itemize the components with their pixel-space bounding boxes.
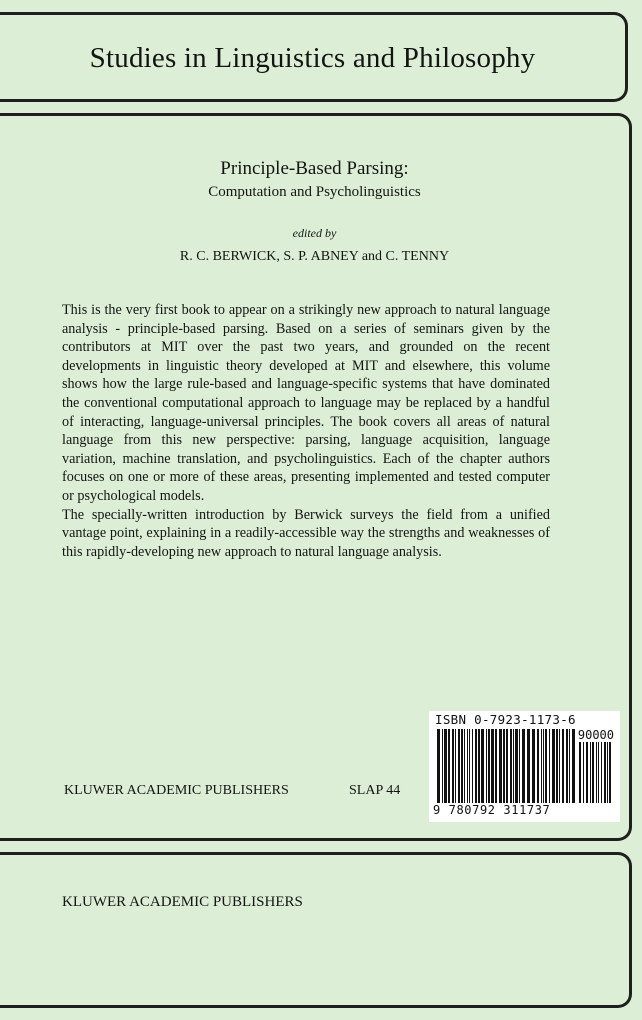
series-number: SLAP 44 — [349, 783, 401, 798]
bottom-publisher-name: KLUWER ACADEMIC PUBLISHERS — [62, 894, 303, 910]
editors-list: R. C. BERWICK, S. P. ABNEY and C. TENNY — [179, 249, 450, 264]
book-description — [62, 301, 550, 561]
series-title: Studies in Linguistics and Philosophy — [89, 42, 536, 74]
barcode-bars — [437, 729, 575, 803]
ean-number: 9 780792 311737 — [433, 803, 551, 817]
publisher-name: KLUWER ACADEMIC PUBLISHERS — [64, 783, 289, 798]
description-paragraph: The specially-written introduction by Berwick surveys the field from a unified vantage point, explaining in a readily-accessible way the strengths and weaknesses of this rapidly-developing new approach to natural language analysis. — [62, 506, 550, 560]
isbn-number: ISBN 0-7923-1173-6 — [435, 712, 576, 727]
series-header-frame — [0, 12, 628, 102]
addon-barcode-bars — [579, 742, 613, 803]
edited-by-label: edited by — [292, 226, 337, 240]
main-cover-frame — [0, 113, 632, 841]
description-paragraph: This is the very first book to appear on a strikingly new approach to natural language analysis - principle-based parsing. Based on a series of seminars given by the contributors at MIT over the past two years, and grounded on the recent developments in linguistic theory developed at MIT and elsewhere, this volume shows how the large rule-based and language-specific systems that have dominated the conventional computational approach to language may be replaced by a handful of interacting, language-universal principles. The book covers all areas of natural language from this new perspective: parsing, language acquisition, language variation, machine translation, and psycholinguistics. Each of the chapter authors focuses on one or more of these areas, presenting implemented and tested computer or psychological models. — [62, 302, 550, 504]
book-title: Principle-Based Parsing: — [220, 158, 409, 179]
bottom-strip-frame — [0, 852, 632, 1008]
price-code: 90000 — [577, 728, 614, 742]
isbn-barcode — [429, 711, 620, 822]
book-subtitle: Computation and Psycholinguistics — [208, 184, 421, 200]
